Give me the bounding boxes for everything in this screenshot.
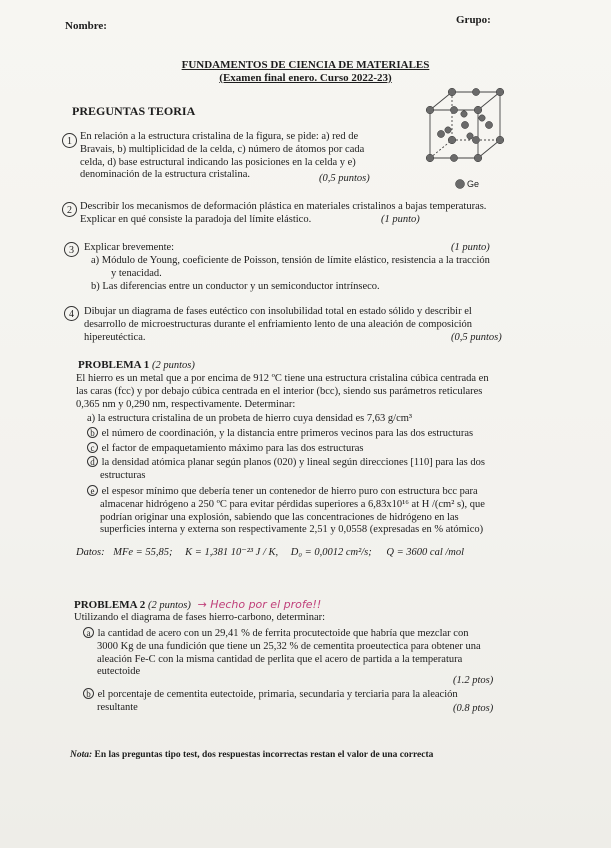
problem-1-item-a xyxy=(87,413,537,426)
text-line: celda, d) base estructural indicando las posiciones en la celda y e) xyxy=(80,156,356,168)
item-label: c xyxy=(87,442,98,453)
item-label: b xyxy=(87,427,98,438)
item-label: b xyxy=(83,688,94,699)
item-text: la estructura cristalina de un probeta de hierro cuya densidad es 7,63 g/cm³ xyxy=(97,413,413,424)
problem-2-item-b-points: (0.8 ptos) xyxy=(453,703,494,714)
data-value: MFe = 55,85; xyxy=(113,547,173,558)
item-label: a) xyxy=(87,413,96,424)
question-number: 3 xyxy=(64,242,79,257)
item-text: la densidad atómica planar según planos (020) y lineal según direcciones [110] para las dos xyxy=(101,457,485,469)
question-1-points: (0,5 puntos) xyxy=(319,173,370,184)
question-number: 1 xyxy=(62,133,77,148)
item-text: el factor de empaquetamiento máximo para las dos estructuras xyxy=(101,442,364,454)
question-number: 4 xyxy=(64,306,79,321)
item-text: 3000 Kg de una fundición que tiene un 25,32 % de cementita proeutectica para obtener una xyxy=(97,640,481,652)
text-line: En relación a la estructura cristalina de la figura, se pide: a) red de xyxy=(80,131,359,142)
problem-1-data xyxy=(76,547,546,560)
item-text: el espesor mínimo que debería tener un contenedor de hierro puro con estructura bcc para xyxy=(101,485,478,497)
item-text: el número de coordinación, y la distancia entre primeros vecinos para las dos estructuras xyxy=(101,427,474,439)
subitem: y tenacidad. xyxy=(111,267,162,279)
text-line: El hierro es un metal que a por encima de 912 ºC tiene una estructura cristalina cúbica centrada en xyxy=(76,373,489,384)
item-text: estructuras xyxy=(100,470,146,482)
name-label: Nombre: xyxy=(65,20,107,32)
problem-1-items xyxy=(87,413,537,537)
data-value: K = 1,381 10⁻²³ J / K, xyxy=(185,547,279,558)
problem-1-title: PROBLEMA 1 xyxy=(78,359,150,371)
data-label: Datos: xyxy=(76,547,105,558)
item-text: superficies interna y externa son respectivamente 2,51 y 0,0558 (expresadas en % atómico) xyxy=(100,524,484,536)
handwritten-note: → Hecho por el profe!! xyxy=(197,598,322,611)
question-3-subitems xyxy=(91,255,531,293)
item-text: almacenar hidrógeno a 250 ºC para evitar pérdidas superiores a 6,83x10¹⁶ at H /(cm² s), que xyxy=(100,498,485,510)
item-label: e xyxy=(87,485,98,496)
data-value: D₀ = 0,0012 cm²/s; xyxy=(290,547,372,558)
exam-title: FUNDAMENTOS DE CIENCIA DE MATERIALES xyxy=(181,59,430,71)
item-text: resultante xyxy=(97,701,138,713)
problem-2-intro: Utilizando el diagrama de fases hierro-carbono, determinar: xyxy=(74,612,326,623)
problem-1-item-d xyxy=(87,456,537,483)
problem-1-item-b xyxy=(87,427,537,441)
item-text: podrían originar una explosión, sabiendo que las concentraciones de hidrógeno en las xyxy=(100,511,459,523)
problem-1-item-e xyxy=(87,485,537,537)
problem-2-item-a xyxy=(83,627,535,679)
text-line: Dibujar un diagrama de fases eutéctico con insolubilidad total en estado sólido y describir el xyxy=(84,306,472,317)
text-line: denominación de la estructura cristalina. xyxy=(80,169,250,181)
subitem: b) Las diferencias entre un conductor y un semiconductor intrínseco. xyxy=(91,280,380,292)
note-text: En las preguntas tipo test, dos respuestas incorrectas restan el valor de una correcta xyxy=(94,750,434,760)
text-line: Bravais, b) multiplicidad de la celda, c) número de átomos por cada xyxy=(80,143,365,155)
item-text: aleación Fe-C con la misma cantidad de perlita que el acero de partida a la temperatura xyxy=(97,653,463,665)
text-line: hipereutéctica. xyxy=(84,331,146,343)
item-text: la cantidad de acero con un 29,41 % de ferrita procutectoide que habría que mezclar con xyxy=(97,628,469,639)
ge-legend-icon xyxy=(456,180,465,189)
question-3-points: (1 punto) xyxy=(451,242,490,253)
question-2-text xyxy=(80,201,540,227)
text-line: Describir los mecanismos de deformación plástica en materiales cristalinos a bajas temperaturas. xyxy=(80,201,487,212)
data-value: Q = 3600 cal /mol xyxy=(386,547,465,558)
item-label: a xyxy=(83,627,94,638)
text-line: las caras (fcc) y por debajo cúbica centrada en el interior (bcc), siendo sus parámetros reticulares xyxy=(76,385,483,397)
question-2-points: (1 punto) xyxy=(381,214,420,225)
problem-2-item-a-points: (1.2 ptos) xyxy=(453,675,494,686)
text-line: desarrollo de microestructuras durante el enfriamiento lento de una aleación de composición xyxy=(84,318,473,330)
group-label: Grupo: xyxy=(456,14,491,26)
figure-legend: Ge xyxy=(467,179,480,189)
text-line: Explicar en qué consiste la paradoja del límite elástico. xyxy=(80,213,312,225)
problem-2-heading xyxy=(74,598,321,613)
question-4-points: (0,5 puntos) xyxy=(451,332,502,343)
exam-subtitle: (Examen final enero. Curso 2022-23) xyxy=(219,72,392,84)
problem-1-item-c xyxy=(87,442,537,456)
item-label: d xyxy=(87,456,98,467)
section-title: PREGUNTAS TEORIA xyxy=(72,104,196,118)
note-label: Nota: xyxy=(70,750,93,760)
footer-note xyxy=(70,750,433,760)
item-text: el porcentaje de cementita eutectoide, primaria, secundaria y terciaria para la aleación xyxy=(97,689,458,700)
problem-1-heading xyxy=(78,359,195,373)
item-text: eutectoide xyxy=(97,666,141,678)
problem-1-points: (2 puntos) xyxy=(151,360,195,371)
question-number: 2 xyxy=(62,202,77,217)
problem-2-title: PROBLEMA 2 xyxy=(74,599,146,611)
problem-1-intro xyxy=(76,373,536,411)
subitem: a) Módulo de Young, coeficiente de Poisson, tensión de límite elástico, resistencia a la tracción xyxy=(91,255,490,266)
question-3-text: Explicar brevemente: xyxy=(84,242,175,253)
text-line: 0,365 nm y 0,290 nm, respectivamente. Determinar: xyxy=(76,398,296,410)
problem-2-points: (2 puntos) xyxy=(147,600,191,611)
